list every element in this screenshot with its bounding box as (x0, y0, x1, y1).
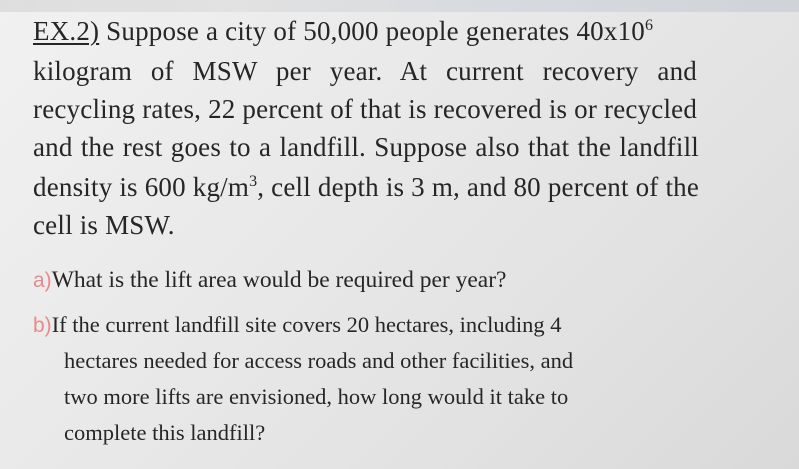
problem-line-3: recycling rates, 22 percent of that is recovered is or recycled (33, 94, 698, 124)
question-a-text: What is the lift area would be required per year? (51, 267, 507, 293)
problem-line-1 (33, 18, 653, 45)
example-label: EX.2) (33, 16, 100, 46)
superscript-cubed: 3 (249, 173, 258, 190)
question-a-marker: a) (33, 269, 52, 292)
question-b-line-4: complete this landfill? (64, 420, 266, 445)
problem-intro: Suppose a city of 50,000 people generates 40x10 (99, 16, 645, 46)
question-b-line-2: hectares needed for access roads and other facilities, and (64, 348, 574, 373)
exponent: 6 (644, 17, 654, 34)
problem-line-5: density is 600 $kg/m^3$, cell depth is 3 m, and 80 percent of the (33, 172, 700, 202)
question-a (33, 269, 506, 293)
problem-line-2: kilogram of MSW per year. At current recovery and (33, 56, 697, 86)
question-b-line-3: two more lifts are envisioned, how long would it take to (64, 384, 569, 409)
question-b-line-1: b)If the current landfill site covers 20 hectares, including 4 (33, 312, 562, 337)
question-b-marker: b) (33, 314, 52, 337)
problem-line-6: cell is MSW. (33, 210, 175, 240)
problem-line-4: and the rest goes to a landfill. Suppose also that the landfill (33, 132, 699, 162)
